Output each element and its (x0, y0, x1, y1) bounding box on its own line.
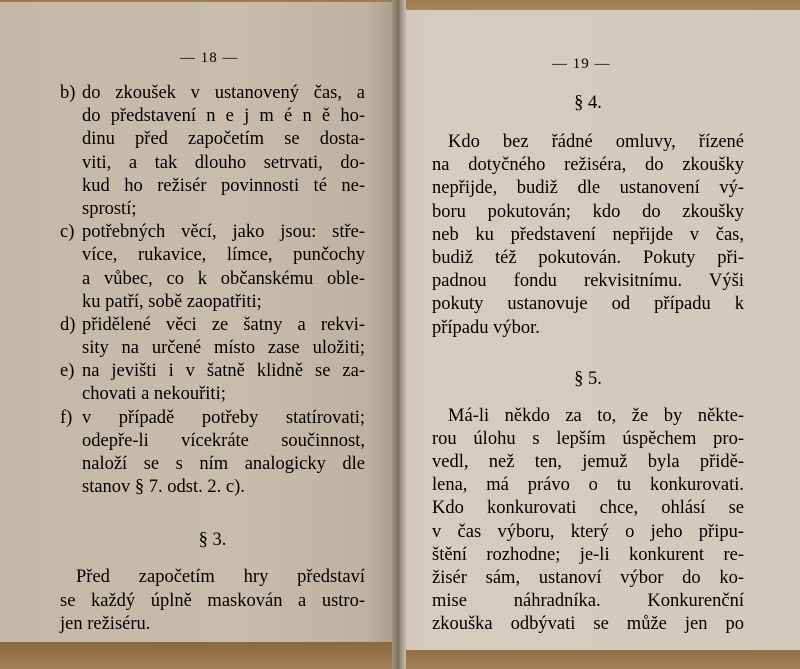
text-line: chovati a nekouřiti; (82, 384, 226, 405)
section-3-paragraph (60, 566, 365, 636)
book-gutter (392, 0, 406, 669)
text-line: budiž též pokutován. Pokuty při- (432, 247, 744, 268)
text-line: přidělené věci ze šatny a rekvi- (82, 314, 365, 335)
text-line: a vůbec, co k občanskému oble- (82, 268, 365, 289)
text-line: naloží se s ním analogicky dle (82, 454, 365, 474)
text-line: Kdo konkurovati chce, ohlásí se (432, 498, 744, 519)
text-line: sity na určené místo zase uložiti; (82, 338, 365, 359)
text-line: štění rozhodne; je-li konkurent re- (432, 544, 744, 565)
section-4-paragraph (432, 131, 744, 340)
text-line: do zkoušek v ustanovený čas, a (82, 83, 365, 103)
text-line: jen režiséru. (60, 613, 151, 634)
text-line: kud ho režisér povinnosti té ne- (82, 175, 365, 196)
right-page-body (432, 92, 744, 637)
left-page-body (60, 82, 365, 636)
section-5-paragraph (432, 405, 744, 637)
text-line: v případě potřeby statírovati; (82, 407, 365, 428)
text-line: nepřijde, budiž dle ustanovení vý- (432, 178, 744, 199)
text-line: boru pokutován; kdo do zkoušky (432, 201, 744, 222)
text-line: v čas výboru, který o jeho připu- (432, 521, 744, 542)
page-number-left: — 18 — (180, 50, 239, 66)
text-line: stanov § 7. odst. 2. c). (82, 477, 245, 498)
text-line: dinu před započetím se dosta- (82, 129, 365, 150)
text-line: vedl, než ten, jemuž byla přidě- (432, 452, 744, 473)
text-line: na dotyčného režiséra, do zkoušky (432, 155, 744, 176)
text-line: Má-li někdo za to, že by někte- (448, 405, 744, 426)
list-item-label: c) (60, 222, 75, 243)
text-line: do představení n e j m é n ě ho- (82, 106, 365, 127)
text-line: sprostí; (82, 198, 137, 219)
list-item-b (60, 82, 365, 221)
list-item-label: e) (60, 361, 75, 382)
list-item-d (60, 314, 365, 360)
page-number-right: — 19 — (552, 56, 611, 72)
text-line: na jevišti i v šatně klidně se za- (82, 361, 365, 382)
text-line: případu výbor. (432, 317, 540, 338)
text-line: odepře-li vícekráte součinnost, (82, 430, 365, 451)
section-heading-5: § 5. (574, 368, 602, 389)
text-line: se každý úplně maskován a ustro- (60, 590, 365, 611)
text-line: Před započetím hry představí (76, 567, 365, 588)
text-line: zkouška odbývati se může jen po (432, 614, 744, 635)
text-line: viti, a tak dlouho setrvati, do- (82, 152, 365, 173)
list-item-c (60, 221, 365, 314)
text-line: Kdo bez řádné omluvy, řízené (448, 132, 744, 152)
text-line: potřebných věcí, jako jsou: stře- (82, 222, 365, 243)
text-line: pokuty ustanovuje od případu k (432, 294, 744, 315)
text-line: ku patří, sobě zaopatřiti; (82, 291, 262, 312)
text-line: rou úlohu s lepším úspěchem pro- (432, 428, 744, 449)
section-heading-3: § 3. (198, 530, 227, 551)
list-item-label: f) (60, 407, 73, 428)
list-item-f (60, 407, 365, 500)
text-line: neb ku představení nepřijde v čas, (432, 224, 744, 245)
text-line: více, rukavice, límce, punčochy (82, 245, 365, 266)
list-item-label: d) (60, 314, 76, 335)
list-item-e (60, 360, 365, 406)
text-line: žisér sám, ustanoví výbor do ko- (432, 568, 744, 588)
text-line: padnou fondu rekvisitnímu. Výši (432, 271, 744, 292)
section-heading-4: § 4. (574, 93, 602, 113)
text-line: mise náhradníka. Konkurenční (432, 591, 744, 612)
list-item-label: b) (60, 83, 76, 103)
text-line: lena, má právo o tu konkurovati. (432, 475, 744, 496)
